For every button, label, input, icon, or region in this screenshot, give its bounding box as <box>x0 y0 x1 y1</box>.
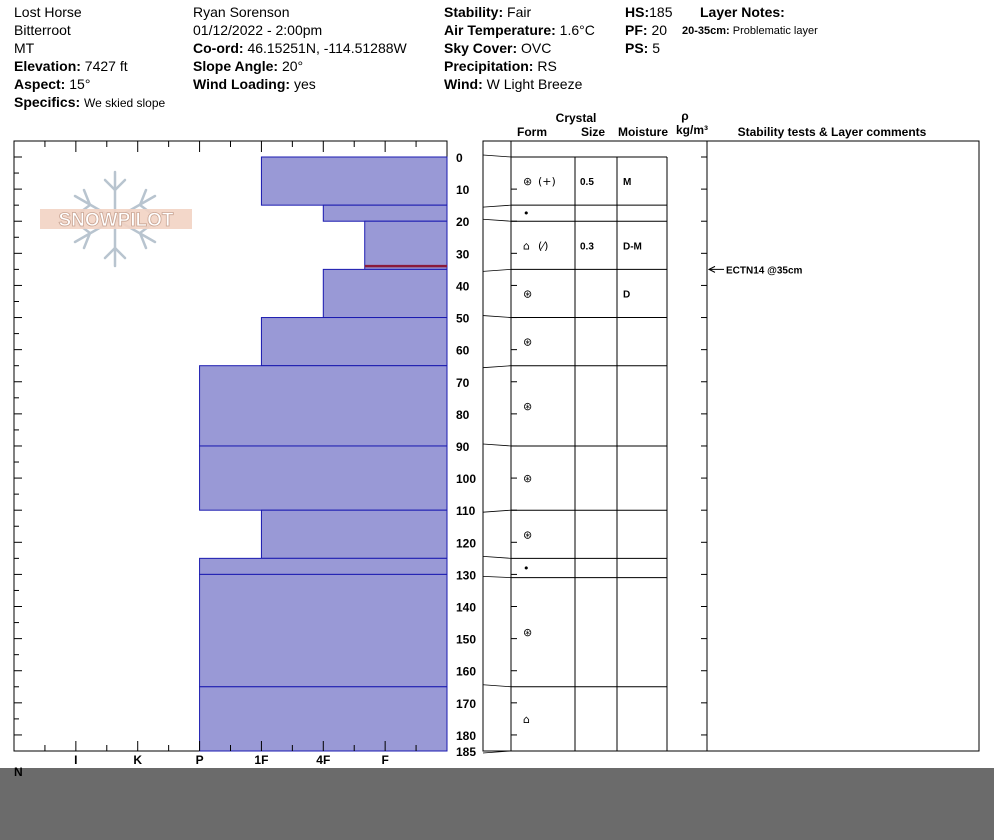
hardness-bar-3 <box>323 269 447 317</box>
footer-label: N <box>14 765 23 779</box>
table-connector-7 <box>483 510 511 512</box>
slope-angle: Slope Angle: 20° <box>193 58 304 74</box>
depth-label-60: 60 <box>456 343 470 358</box>
elevation: Elevation: 7427 ft <box>14 58 128 74</box>
hs: HS:185 <box>625 4 673 20</box>
depth-label-0: 0 <box>456 151 463 165</box>
depth-label-10: 10 <box>456 183 470 198</box>
layer-form-3: ⊛ <box>523 287 533 301</box>
location: Lost Horse <box>14 4 82 20</box>
layer-form-8: • <box>523 561 530 575</box>
layer-moisture-0: M <box>623 177 632 189</box>
col-comments: Stability tests & Layer comments <box>737 125 927 139</box>
col-moisture: Moisture <box>617 125 669 139</box>
hardness-bar-8 <box>200 558 447 574</box>
hardness-bar-6 <box>200 446 447 510</box>
range: Bitterroot <box>14 22 71 38</box>
table-connector-8 <box>483 556 511 558</box>
layer-form-7: ⊛ <box>523 528 533 542</box>
col-crystal: Crystal <box>555 111 597 125</box>
depth-label-20: 20 <box>456 215 470 230</box>
datetime: 01/12/2022 - 2:00pm <box>193 22 323 38</box>
hardness-bars <box>200 157 447 751</box>
depth-label-110: 110 <box>456 504 476 519</box>
depth-label-80: 80 <box>456 407 470 422</box>
depth-label-90: 90 <box>456 439 470 454</box>
logo-text: SNOWPILOT <box>58 210 174 231</box>
layer-table <box>483 141 979 753</box>
hardness-label-4F: 4F <box>316 753 331 767</box>
depth-label-120: 120 <box>456 536 477 551</box>
state: MT <box>14 40 35 56</box>
table-connector-0 <box>483 155 511 157</box>
depth-label-100: 100 <box>456 472 477 487</box>
layer-form-secondary-2: (⁄) <box>538 239 549 253</box>
hardness-label-1F: 1F <box>254 753 269 767</box>
col-size: Size <box>580 125 606 139</box>
layer-form-2: ⌂ <box>523 239 530 253</box>
table-connector-3 <box>483 269 511 271</box>
hardness-label-K: K <box>133 753 143 767</box>
col-density: kg/m³ <box>675 123 709 137</box>
hardness-bar-1 <box>323 205 447 221</box>
stability: Stability: Fair <box>444 4 532 20</box>
layer-form-6: ⊛ <box>523 472 533 486</box>
depth-label-130: 130 <box>456 568 477 583</box>
table-connector-10 <box>483 685 511 687</box>
hardness-bar-4 <box>261 318 447 366</box>
observer: Ryan Sorenson <box>193 4 290 20</box>
hardness-bar-7 <box>261 510 447 558</box>
precipitation: Precipitation: RS <box>444 58 557 74</box>
sky-cover: Sky Cover: OVC <box>444 40 552 56</box>
specifics: Specifics: We skied slope <box>14 94 166 110</box>
layer-notes-heading: Layer Notes: <box>700 4 785 20</box>
col-form: Form <box>517 125 547 139</box>
table-connector-4 <box>483 316 511 318</box>
layer-form-0: ⊛ <box>523 175 533 189</box>
depth-label-160: 160 <box>456 664 477 679</box>
pf: PF: 20 <box>625 22 668 38</box>
layer-form-5: ⊛ <box>523 399 533 413</box>
table-connector-5 <box>483 366 511 368</box>
layer-form-1: • <box>523 207 530 221</box>
layer-form-9: ⊛ <box>523 626 533 640</box>
col-rho: ρ <box>681 109 689 123</box>
hardness-label-I: I <box>74 753 78 767</box>
layer-form-10: ⌂ <box>523 712 530 726</box>
layer-moisture-2: D-M <box>623 241 642 253</box>
air-temperature: Air Temperature: 1.6°C <box>444 22 595 38</box>
table-connector-6 <box>483 444 511 446</box>
wind-loading: Wind Loading: yes <box>193 76 316 92</box>
wind: Wind: W Light Breeze <box>444 76 583 92</box>
layer-moisture-3: D <box>623 289 631 301</box>
hardness-bar-0 <box>261 157 447 205</box>
depth-label-185: 185 <box>456 745 477 759</box>
coordinates: Co-ord: 46.15251N, -114.51288W <box>193 40 407 56</box>
hardness-bar-9 <box>200 574 447 686</box>
hardness-bar-2 <box>365 221 447 269</box>
hardness-label-P: P <box>195 753 204 767</box>
table-connector-2 <box>483 219 511 221</box>
footer-bar <box>0 768 994 840</box>
layer-note: 20-35cm: Problematic layer <box>682 25 818 37</box>
stability-test-0: ECTN14 @35cm <box>726 265 803 277</box>
depth-label-170: 170 <box>456 696 477 711</box>
snowpilot-logo <box>40 172 192 266</box>
layer-size-0: 0.5 <box>580 177 594 189</box>
table-connector-1 <box>483 205 511 207</box>
aspect: Aspect: 15° <box>14 76 91 92</box>
hardness-label-F: F <box>381 753 389 767</box>
ps: PS: 5 <box>625 40 661 56</box>
depth-label-40: 40 <box>456 279 470 294</box>
depth-label-180: 180 <box>456 728 477 743</box>
layer-form-4: ⊛ <box>523 335 533 349</box>
depth-label-70: 70 <box>456 375 470 390</box>
depth-label-30: 30 <box>456 247 470 262</box>
depth-label-140: 140 <box>456 600 477 615</box>
layer-form-secondary-0: (+) <box>538 175 556 189</box>
hardness-bar-5 <box>200 366 447 446</box>
layer-size-2: 0.3 <box>580 241 594 253</box>
depth-label-150: 150 <box>456 632 477 647</box>
table-connector-9 <box>483 576 511 577</box>
depth-label-50: 50 <box>456 311 470 326</box>
